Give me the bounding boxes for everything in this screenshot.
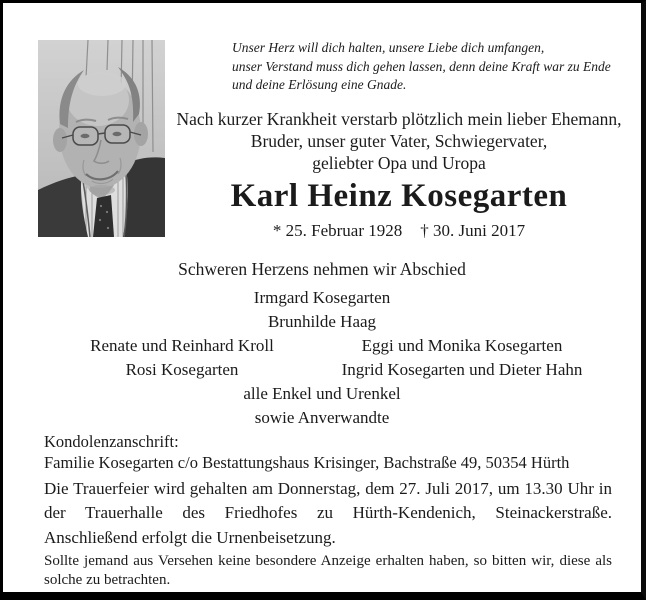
condolence-label: Kondolenzanschrift: [44,431,179,451]
mourner-group: sowie Anverwandte [254,407,390,427]
condolence-block [44,431,612,473]
announcement-line: Bruder, unser guter Vater, Schwiegervater, [250,130,548,151]
verse-line: Unser Herz will dich halten, unsere Liebe dich umfangen, [232,40,545,55]
deceased-name: Karl Heinz Kosegarten [230,177,568,214]
memorial-verse [232,39,623,95]
announcement-line: Nach kurzer Krankheit verstarb plötzlich mein lieber Ehemann, [176,108,622,129]
mourner-name: Eggi und Monika Kosegarten [361,335,563,355]
mourner-name: Irmgard Kosegarten [253,287,391,307]
birth-date: * 25. Februar 1928 [272,220,403,240]
deceased-photo-portrait [38,40,165,237]
header-block [175,3,623,241]
mourners-list [3,287,641,429]
death-date: † 30. Juni 2017 [420,220,526,240]
mourner-name: Ingrid Kosegarten und Dieter Hahn [341,359,583,379]
farewell-line: Schweren Herzens nehmen wir Abschied [178,258,466,279]
funeral-details: Die Trauerfeier wird gehalten am Donnerstag, dem 27. Juli 2017, um 13.30 Uhr in der Trauerhalle des Friedhofes zu Hürth-Kendenich, Steinackerstraße. Anschließend erfolgt die Urnenbeisetzung. [44,478,612,547]
verse-line: und deine Erlösung eine Gnade. [232,77,407,92]
mourner-row [42,335,602,357]
apology-note: Sollte jemand aus Versehen keine besondere Anzeige erhalten haben, so bitten wir, diese als solche zu betrachten. [44,553,612,588]
condolence-address: Familie Kosegarten c/o Bestattungshaus Krisinger, Bachstraße 49, 50354 Hürth [44,452,570,472]
announcement-line: geliebter Opa und Uropa [312,152,486,173]
mourner-name: Brunhilde Haag [267,311,377,331]
mourner-row [42,359,602,381]
life-dates [175,220,623,241]
verse-line: unser Verstand muss dich gehen lassen, denn deine Kraft war zu Ende [232,58,611,74]
death-announcement [175,108,623,174]
mourner-name: Rosi Kosegarten [125,359,239,379]
mourner-name: Renate und Reinhard Kroll [90,335,274,355]
mourner-group: alle Enkel und Urenkel [243,383,401,403]
